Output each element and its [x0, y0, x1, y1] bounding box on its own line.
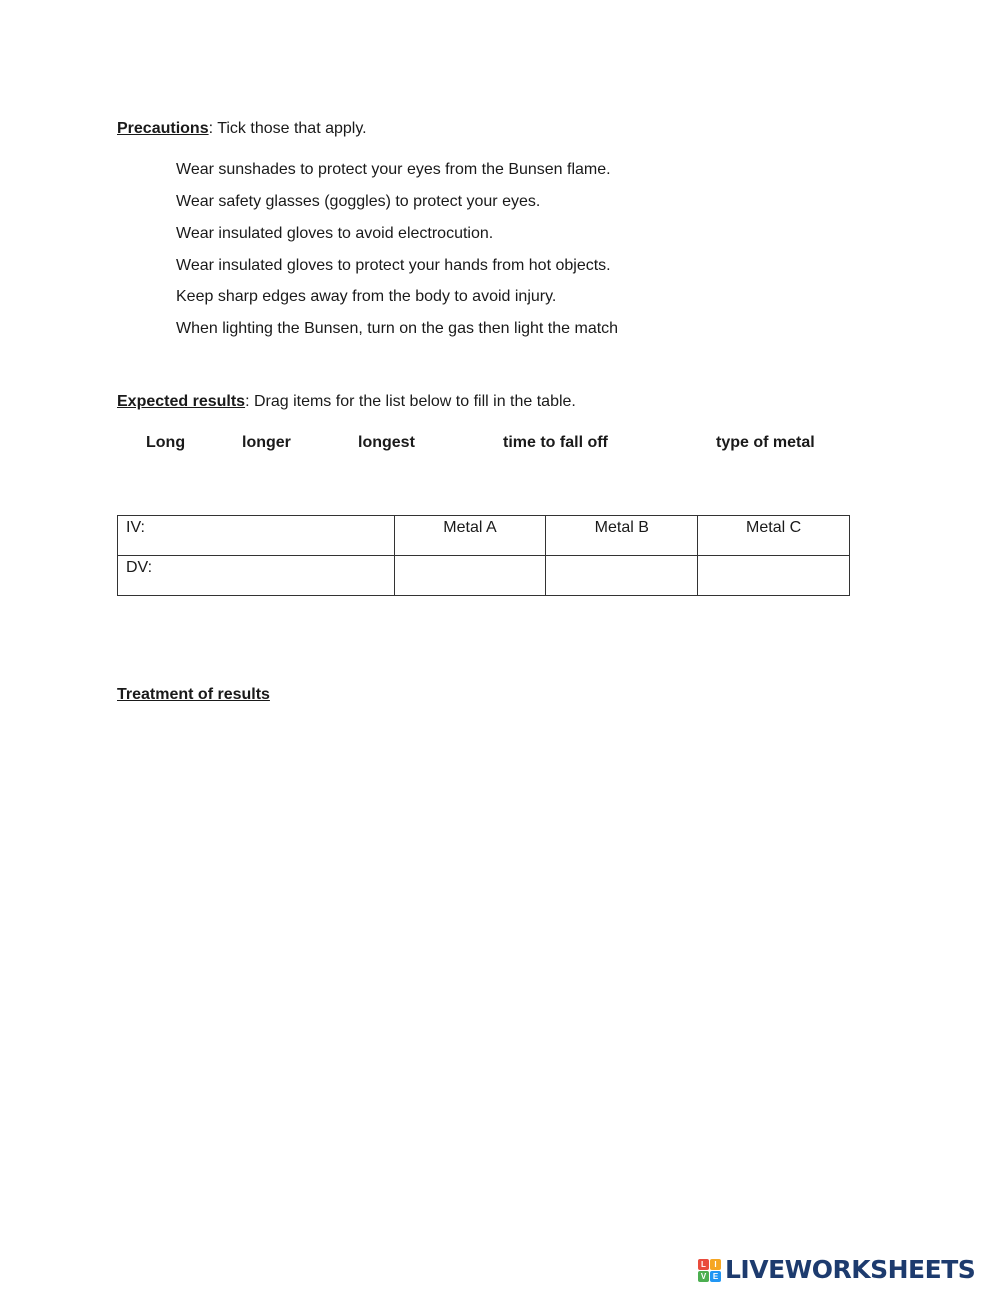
dv-drop-cell[interactable]: DV: [118, 556, 395, 596]
logo-letter-e: E [710, 1271, 721, 1282]
drag-item-long[interactable]: Long [146, 434, 186, 451]
precautions-instruction: : Tick those that apply. [208, 120, 367, 137]
iv-drop-cell[interactable]: IV: [118, 516, 395, 556]
precautions-heading-line [117, 119, 367, 139]
metal-c-header: Metal C [698, 516, 850, 556]
logo-letter-v: V [698, 1271, 709, 1282]
metal-a-header: Metal A [394, 516, 546, 556]
metal-b-dv-drop-cell[interactable] [546, 556, 698, 596]
drag-item-time-to-fall-off[interactable]: time to fall off [503, 434, 608, 451]
drag-item-longer[interactable]: longer [242, 434, 291, 451]
expected-results-heading: Expected results [117, 393, 246, 410]
live-blocks-icon [698, 1259, 721, 1282]
precaution-item-2[interactable]: Wear safety glasses (goggles) to protect your eyes. [176, 193, 541, 210]
drag-item-longest[interactable]: longest [358, 434, 415, 451]
metal-c-dv-drop-cell[interactable] [698, 556, 850, 596]
metal-a-dv-drop-cell[interactable] [394, 556, 546, 596]
precaution-item-5[interactable]: Keep sharp edges away from the body to avoid injury. [176, 288, 557, 305]
precaution-item-3[interactable]: Wear insulated gloves to avoid electrocution. [176, 225, 494, 242]
drag-item-type-of-metal[interactable]: type of metal [716, 434, 815, 451]
liveworksheets-logo [698, 1255, 975, 1285]
results-table [117, 515, 850, 596]
precautions-heading: Precautions [117, 120, 209, 137]
treatment-heading: Treatment of results [117, 686, 270, 703]
precaution-item-4[interactable]: Wear insulated gloves to protect your hands from hot objects. [176, 257, 611, 274]
logo-text: LIVEWORKSHEETS [725, 1255, 976, 1284]
precaution-item-1[interactable]: Wear sunshades to protect your eyes from the Bunsen flame. [176, 161, 611, 178]
table-row-iv [118, 516, 850, 556]
expected-results-heading-line [117, 392, 576, 412]
logo-letter-l: L [698, 1259, 709, 1270]
logo-letter-i: I [710, 1259, 721, 1270]
precaution-item-6[interactable]: When lighting the Bunsen, turn on the gas then light the match [176, 320, 619, 337]
metal-b-header: Metal B [546, 516, 698, 556]
table-row-dv [118, 556, 850, 596]
expected-results-instruction: : Drag items for the list below to fill in the table. [245, 393, 576, 410]
